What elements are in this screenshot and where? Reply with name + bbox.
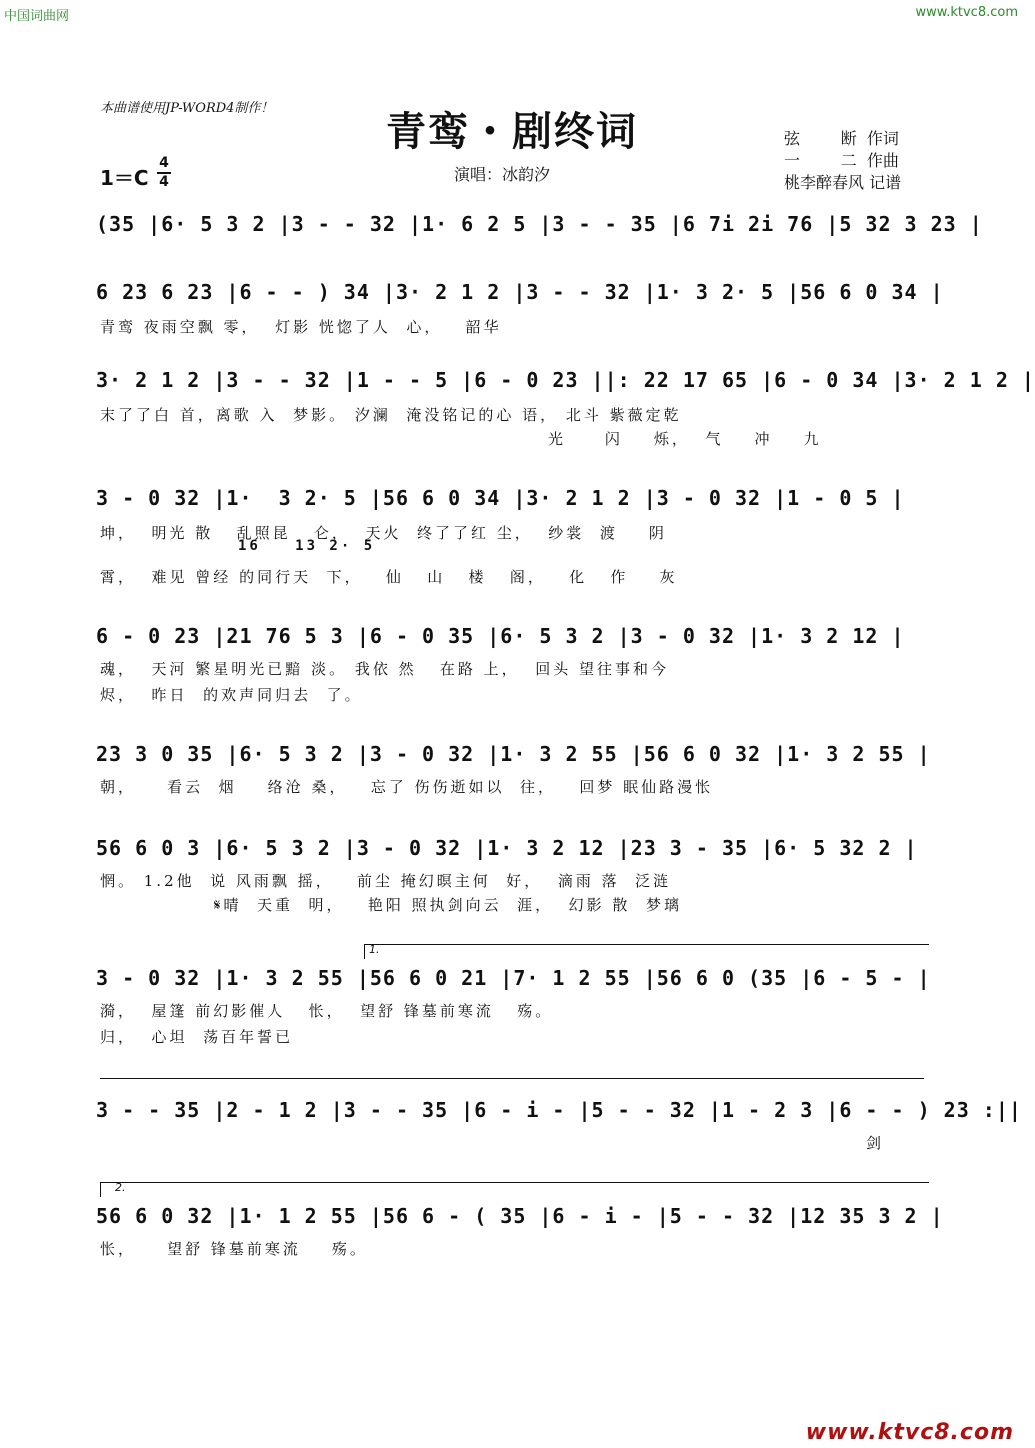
site-url-right[interactable]: www.ktvc8.com [915,5,1018,20]
notation-row-5: 6 - 0 23 |21 76 5 3 |6 - 0 35 |6· 5 3 2 |3 - 0 32 |1· 3 2 12 | [96,624,905,648]
notation-row-3: 3· 2 1 2 |3 - - 32 |1 - - 5 |6 - 0 23 ||: 22 17 65 |6 - 0 34 |3· 2 1 2 | [96,368,1035,392]
repeat-section-line [100,1078,924,1079]
site-name-left[interactable]: 中国词曲网 [4,9,70,24]
notation-row-6: 23 3 0 35 |6· 5 3 2 |3 - 0 32 |1· 3 2 55 |56 6 0 32 |1· 3 2 55 | [96,742,931,766]
lyric-line: 魂， 天河 繁星明光已黯 淡。 我依 然 在路 上， 回头 望往事和今 [100,660,669,678]
time-denominator: 4 [159,174,169,190]
lyric-line: 末了了白 首，离歌 入 梦影。 汐澜 淹没铭记的心 语， 北斗 紫薇定乾 [100,406,682,424]
key-signature: 1＝C [100,166,149,190]
song-title: 青鸾・剧终词 [386,108,638,155]
notation-row-1: (35 |6· 5 3 2 |3 - - 32 |1· 6 2 5 |3 - - 35 |6 7i 2i 76 |5 32 3 23 | [96,212,983,236]
notation-row-9: 3 - - 35 |2 - 1 2 |3 - - 35 |6 - i - |5 - - 32 |1 - 2 3 |6 - - ) 23 :|| [96,1098,1022,1122]
lyric-line: 剑 [866,1134,885,1152]
watermark-logo: www.ktvc8.com [805,1420,1014,1445]
lyric-line: 坤， 明光 散 乱照昆 仑， 天火 终了了红 尘， 纱裳 渡 阴 [100,524,667,542]
volta-1-bracket [364,944,929,959]
notation-row-7: 56 6 0 3 |6· 5 3 2 |3 - 0 32 |1· 3 2 12 |23 3 - 35 |6· 5 32 2 | [96,836,918,860]
notation-row-8: 3 - 0 32 |1· 3 2 55 |56 6 0 21 |7· 1 2 55 |56 6 0 (35 |6 - 5 - | [96,966,931,990]
notation-row-10: 56 6 0 32 |1· 1 2 55 |56 6 - ( 35 |6 - i - |5 - - 32 |12 35 3 2 | [96,1204,944,1228]
credits [784,128,901,194]
volta-2-bracket [100,1182,929,1197]
lyricist-credit: 弦 断 作词 [784,129,899,148]
lyric-line: 青鸾 夜雨空飘 零， 灯影 恍惚了人 心， 韶华 [100,318,502,336]
time-numerator: 4 [159,155,169,171]
alt-notation: 16 13 2· 5 [238,538,376,554]
composer-credit: 一 二 作曲 [784,151,899,170]
notation-row-4: 3 - 0 32 |1· 3 2· 5 |56 6 0 34 |3· 2 1 2 |3 - 0 32 |1 - 0 5 | [96,486,905,510]
time-signature [157,156,171,190]
lyric-line: 朝， 看云 烟 络沧 桑， 忘了 伤伤逝如以 往， 回梦 眠仙路漫怅 [100,778,714,796]
volta-1-label: 1. [369,943,380,956]
volta-2-label: 2. [115,1181,126,1194]
lyric-line: 𝄋晴 天重 明， 艳阳 照执剑向云 涯， 幻影 散 梦璃 [214,896,682,914]
software-note: 本曲谱使用JP-WORD4制作！ [100,101,274,116]
lyric-line: 惘。 1.2他 说 风雨飘 摇， 前尘 掩幻暝主何 好， 滴雨 落 泛涟 [100,872,672,890]
transcriber-credit: 桃李醉春风 记谱 [784,173,902,192]
lyric-line: 光 闪 烁， 气 冲 九 [548,430,822,448]
notation-row-2: 6 23 6 23 |6 - - ) 34 |3· 2 1 2 |3 - - 32 |1· 3 2· 5 |56 6 0 34 | [96,280,944,304]
lyric-line: 烬， 昨日 的欢声同归去 了。 [100,686,363,704]
lyric-line: 霄， 难见 曾经 的同行天 下， 仙 山 楼 阁， 化 作 灰 [100,568,678,586]
lyric-line: 漪， 屋篷 前幻影催人 怅， 望舒 锋墓前寒流 殇。 [100,1002,554,1020]
singer-credit: 演唱：冰韵汐 [454,165,551,184]
lyric-line: 归， 心坦 荡百年誓已 [100,1028,294,1046]
lyric-line: 怅， 望舒 锋墓前寒流 殇。 [100,1240,368,1258]
